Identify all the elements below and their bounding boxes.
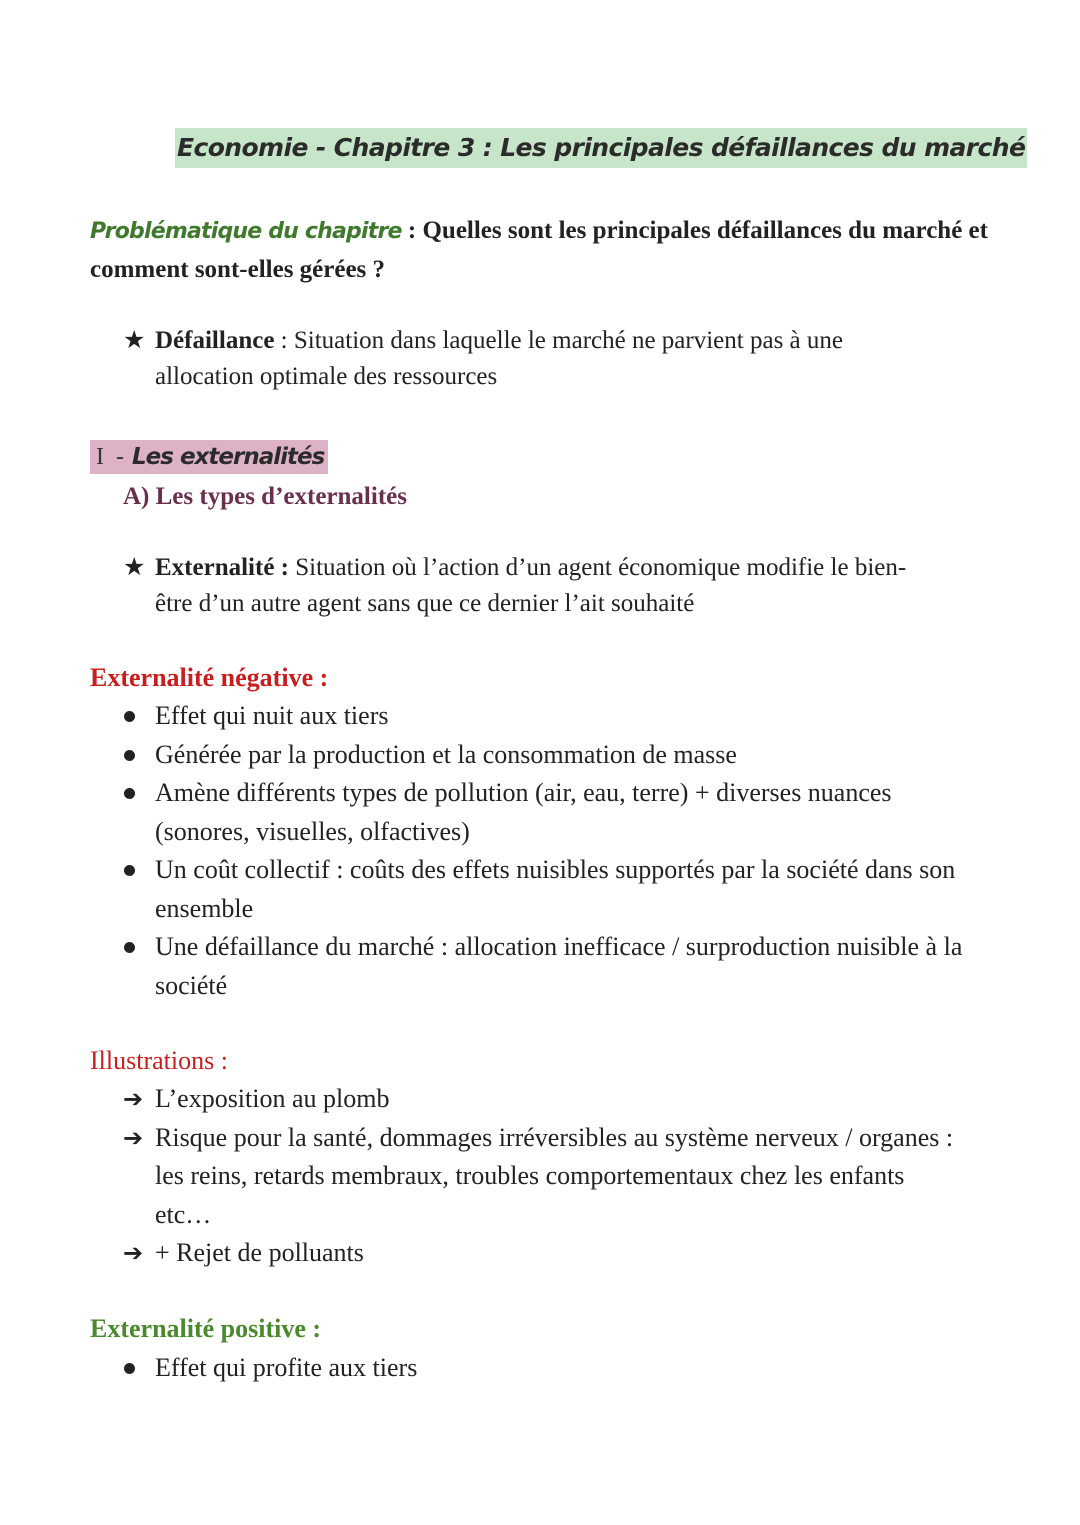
bullet-icon	[124, 865, 135, 876]
list-item	[123, 1234, 963, 1273]
list-item-text: Une défaillance du marché : allocation inefficace / surproduction nuisible à la société	[155, 932, 963, 1000]
star-icon: ★	[123, 327, 146, 354]
definition-separator: :	[274, 327, 294, 354]
section-number: I	[96, 443, 104, 470]
list-item	[123, 697, 963, 736]
bullet-icon	[124, 711, 135, 722]
illustrations-list	[123, 1080, 963, 1273]
problematique-paragraph	[90, 212, 990, 289]
problematique-text: Quelles sont les principales défaillances du marché et comment sont-elles gérées ?	[90, 217, 988, 283]
bullet-icon	[124, 750, 135, 761]
section-title: Les externalités	[132, 444, 325, 470]
list-item-text: Effet qui nuit aux tiers	[155, 701, 389, 730]
list-item	[123, 1349, 963, 1388]
list-item	[123, 928, 963, 1005]
arrow-right-icon: ➔	[123, 1239, 144, 1267]
list-item-text: + Rejet de polluants	[155, 1238, 364, 1267]
definition-defaillance	[123, 323, 943, 395]
list-item	[123, 1119, 963, 1235]
arrow-right-icon: ➔	[123, 1085, 144, 1113]
problematique-colon: :	[401, 217, 423, 244]
list-item-text: Effet qui profite aux tiers	[155, 1353, 418, 1382]
title-block	[175, 128, 1027, 168]
definition-externalite	[123, 550, 943, 622]
definition-term: Défaillance	[155, 327, 275, 354]
list-item	[123, 851, 963, 928]
definition-body	[155, 323, 943, 395]
positive-externality-heading: Externalité positive :	[90, 1314, 322, 1343]
list-item-text: Amène différents types de pollution (air, eau, terre) + diverses nuances (sonores, visuelles, olfactives)	[155, 778, 892, 846]
definition-text: Situation où l’action d’un agent économique modifie le bien-être d’un autre agent sans que ce dernier l’ait souhaité	[155, 554, 907, 617]
list-item-text: Un coût collectif : coûts des effets nuisibles supportés par la société dans son ensemble	[155, 855, 956, 923]
section-heading-block	[90, 440, 328, 474]
star-icon: ★	[123, 554, 146, 581]
definition-term: Externalité :	[155, 554, 289, 581]
positive-externality-list	[123, 1349, 963, 1388]
list-item	[123, 774, 963, 851]
list-item-text: L’exposition au plomb	[155, 1084, 390, 1113]
list-item-text: Risque pour la santé, dommages irréversibles au système nerveux / organes : les reins, retards membraux, troubles comportementaux chez les enfants etc…	[155, 1122, 954, 1229]
illustrations-heading: Illustrations :	[90, 1046, 228, 1075]
negative-externality-list	[123, 697, 963, 1005]
definition-text: Situation dans laquelle le marché ne parvient pas à une allocation optimale des ressources	[155, 327, 843, 390]
problematique-label: Problématique du chapitre	[90, 219, 402, 244]
bullet-icon	[124, 1363, 135, 1374]
definition-body	[155, 550, 943, 622]
chapter-title: Economie - Chapitre 3 : Les principales défaillances du marché	[175, 128, 1027, 168]
negative-externality-heading: Externalité négative :	[90, 663, 329, 692]
list-item-text: Générée par la production et la consommation de masse	[155, 739, 737, 769]
section-heading	[90, 440, 328, 474]
subsection-heading: A) Les types d’externalités	[123, 483, 407, 510]
bullet-icon	[124, 942, 135, 953]
section-dash: -	[116, 443, 124, 470]
list-item	[123, 736, 963, 775]
bullet-icon	[124, 788, 135, 799]
list-item	[123, 1080, 963, 1119]
arrow-right-icon: ➔	[123, 1123, 144, 1152]
